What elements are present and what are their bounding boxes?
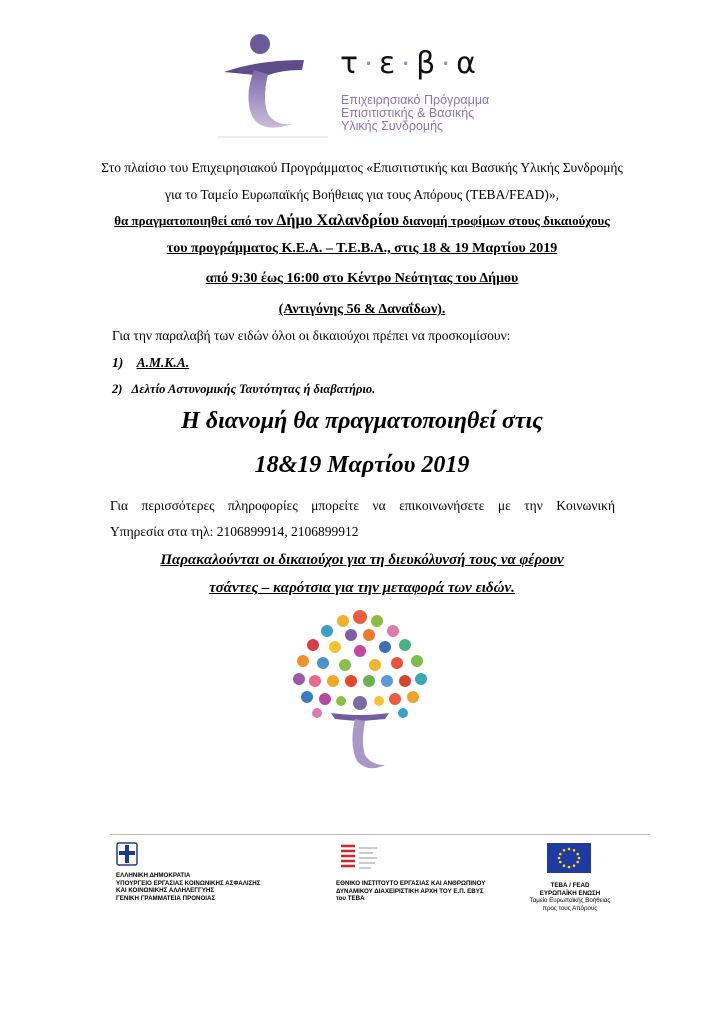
wordmark-letter: τ [340, 46, 361, 81]
footer-eu-line: ΕΥΡΩΠΑΪΚΗ ΕΝΩΣΗ [539, 889, 601, 897]
notice-line-1: Παρακαλούνται οι δικαιούχοι για τη διευκόλυνσή τους να φέρουν [160, 552, 564, 568]
municipality-name: Δήμο Χαλανδρίου [276, 212, 400, 229]
footer-ministry-line: ΚΑΙ ΚΟΙΝΩΝΙΚΗΣ ΑΛΛΗΛΕΓΓΥΗΣ [116, 887, 215, 894]
requirement-item [112, 382, 375, 397]
footer-eiead-line: ΕΘΝΙΚΟ ΙΝΣΤΙΤΟΥΤΟ ΕΡΓΑΣΙΑΣ ΚΑΙ ΑΝΘΡΩΠΙΝΟΥ [336, 880, 486, 887]
eiead-logo-icon [337, 842, 407, 872]
intro-line-3 [0, 212, 724, 230]
footer-divider [110, 834, 650, 835]
footer-eu-line: Ταμείο Ευρωπαϊκής Βοήθειας [529, 897, 611, 904]
requirement-item [112, 355, 189, 371]
requirement-text: Δελτίο Αστυνομικής Ταυτότητας ή διαβατήριο. [131, 382, 376, 396]
requirement-text: Α.Μ.Κ.Α. [136, 355, 190, 370]
logo-subtitle-line: Υλικής Συνδρομής [341, 119, 444, 133]
wordmark-letter: α [456, 46, 478, 81]
footer-ministry-line: ΥΠΟΥΡΓΕΙΟ ΕΡΓΑΣΙΑΣ ΚΟΙΝΩΝΙΚΗΣ ΑΣΦΑΛΙΣΗΣ [116, 879, 261, 887]
wordmark-letter: ε [378, 46, 398, 81]
footer-eiead [336, 880, 536, 903]
wordmark-letter: β [416, 46, 438, 81]
footer-ministry [116, 872, 326, 902]
intro-line-3a: θα πραγματοποιηθεί από τον [114, 213, 277, 228]
tree-illustration-icon [285, 605, 435, 777]
requirements-intro: Για την παραλαβή των ειδών όλοι οι δικαιούχοι πρέπει να προσκομίσουν: [112, 328, 511, 343]
logo-subtitle [341, 94, 489, 133]
time-location-line: από 9:30 έως 16:00 στο Κέντρο Νεότητας του Δήμου [205, 271, 519, 286]
footer-eiead-line: ΔΥΝΑΜΙΚΟΥ ΔΙΑΧΕΙΡΙΣΤΙΚΗ ΑΡΧΗ ΤΟΥ Ε.Π. ΕΒΥΣ [336, 887, 484, 895]
intro-line-3c: διανομή τροφίμων στους δικαιούχους [399, 213, 610, 228]
footer-eiead-line: του ΤΕΒΑ [336, 895, 365, 902]
headline-line-1: Η διανομή θα πραγματοποιηθεί στις [181, 408, 543, 434]
footer-eu-line: ΤΕΒΑ / FEAD [550, 882, 590, 889]
footer-ministry-line: ΕΛΛΗΝΙΚΗ ΔΗΜΟΚΡΑΤΙΑ [116, 872, 191, 879]
footer-ministry-line: ΓΕΝΙΚΗ ΓΡΑΜΜΑΤΕΙΑ ΠΡΟΝΟΙΑΣ [116, 894, 216, 902]
contact-line-1: Για περισσότερες πληροφορίες μπορείτε να επικοινωνήσετε με την Κοινωνική [110, 498, 615, 513]
footer-eu [520, 882, 620, 912]
address-line: (Αντιγόνης 56 & Δαναΐδων). [278, 302, 446, 317]
teba-logo-mark-icon [218, 30, 328, 150]
contact-line-2: Υπηρεσία στα τηλ: 2106899914, 2106899912 [110, 524, 359, 539]
headline-line-2: 18&19 Μαρτίου 2019 [254, 452, 470, 478]
requirement-number: 2) [112, 382, 123, 396]
teba-wordmark: τ · ε · β · α [340, 46, 478, 81]
program-dates-line: του προγράμματος Κ.Ε.Α. – Τ.Ε.Β.Α., στις 18 & 19 Μαρτίου 2019 [166, 241, 558, 256]
greek-emblem-icon [116, 842, 138, 866]
footer-eu-line: προς τους Απόρους [542, 904, 598, 912]
intro-line-2: για το Ταμείο Ευρωπαϊκής Βοήθειας για τους Απόρους (ΤΕΒΑ/FEAD)», [165, 187, 559, 202]
eu-flag-icon [547, 843, 591, 873]
logo-subtitle-line: Επιχειρησιακό Πρόγραμμα [341, 93, 490, 107]
notice-line-2: τσάντες – καρότσια για την μεταφορά των ειδών. [209, 580, 515, 596]
requirement-number: 1) [112, 355, 124, 370]
logo-subtitle-line: Επισιτιστικής & Βασικής [341, 106, 475, 120]
intro-line-1: Στο πλαίσιο του Επιχειρησιακού Προγράμματος «Επισιτιστικής και Βασικής Υλικής Συνδρομής [101, 160, 623, 175]
